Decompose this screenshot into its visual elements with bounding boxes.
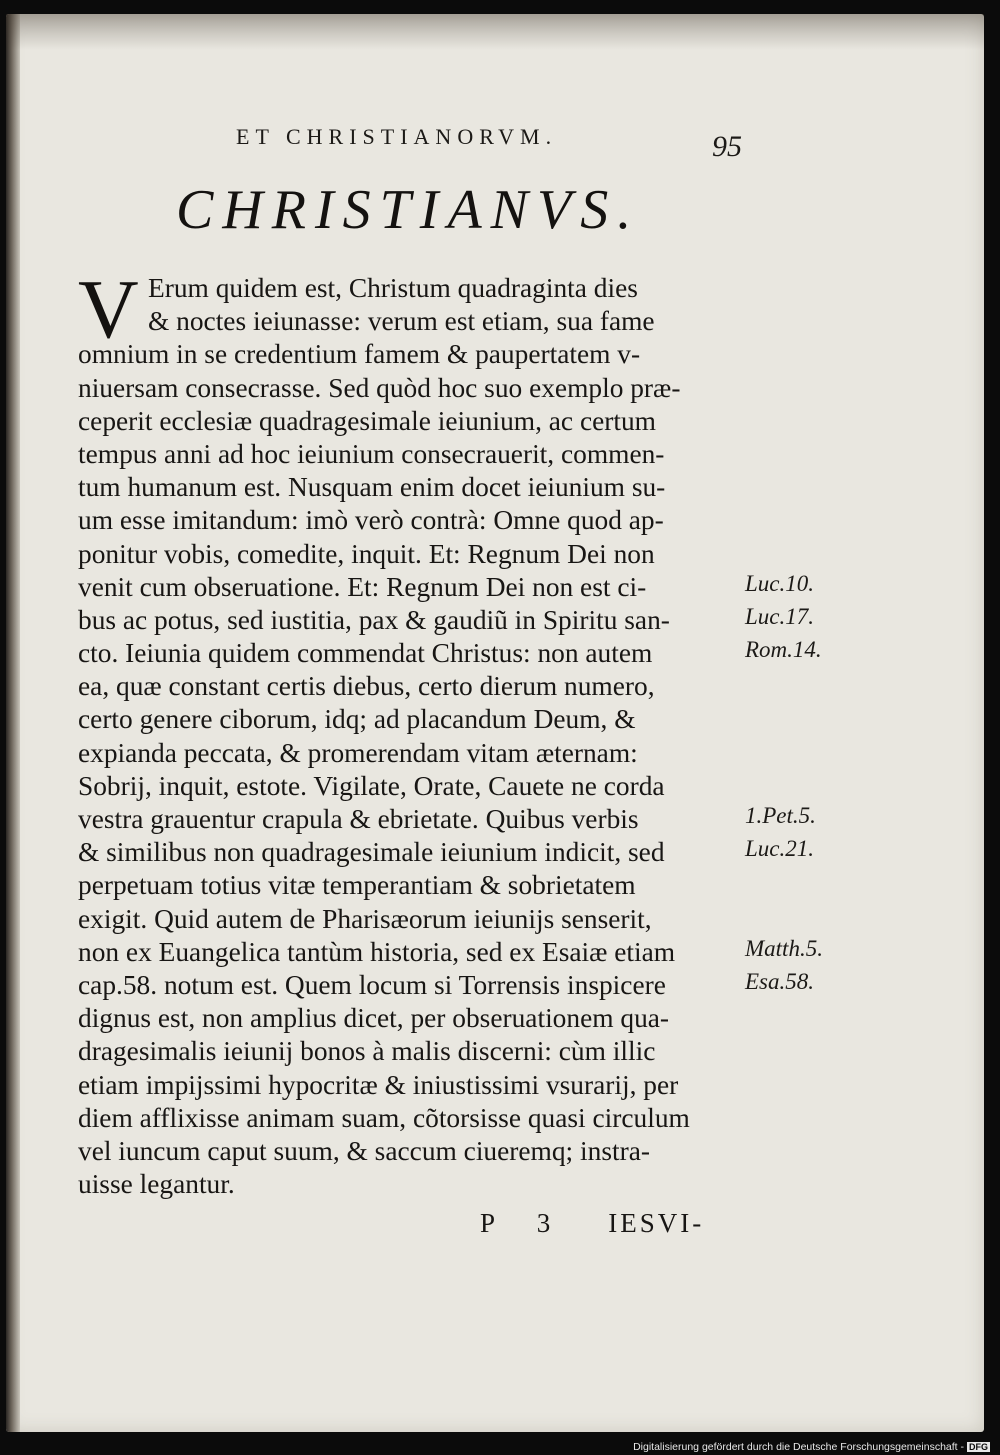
text-line: Sobrij, inquit, estote. Vigilate, Orate, Cauete ne corda — [78, 770, 665, 801]
text-line: um esse imitandum: imò verò contrà: Omne quod ap- — [78, 505, 664, 536]
text-line: cto. Ieiunia quidem commendat Christus: non autem — [78, 638, 653, 669]
margin-note: Esa.58. — [745, 969, 814, 995]
margin-note: Luc.10. — [745, 570, 814, 596]
text-line: uisse legantur. — [78, 1169, 235, 1200]
text-line: perpetuam totius vitæ temperantiam & sobrietatem — [78, 870, 636, 901]
text-line: tum humanum est. Nusquam enim docet ieiunium su- — [78, 472, 666, 503]
margin-note: Matth.5. — [745, 936, 823, 961]
text-line: certo genere ciborum, idq; ad placandum Deum, & — [78, 704, 636, 735]
text-line: & similibus non quadragesimale ieiunium indicit, sed — [78, 837, 665, 868]
margin-note: Luc.17. — [745, 604, 814, 629]
text-line: vestra grauentur crapula & ebrietate. Quibus verbis — [78, 804, 639, 834]
credit-text: Digitalisierung gefördert durch die Deutsche Forschungsgemeinschaft - — [633, 1441, 964, 1453]
text-line: ceperit ecclesiæ quadragesimale ieiunium, ac certum — [78, 405, 656, 436]
text-line: Erum quidem est, Christum quadraginta dies — [148, 273, 638, 303]
running-head: ET CHRISTIANORVM. — [236, 124, 558, 149]
text-line: diem afflixisse animam suam, cõtorsisse quasi circulum — [78, 1102, 690, 1133]
page-shadow — [6, 14, 984, 50]
margin-note: 1.Pet.5. — [745, 803, 816, 829]
text-line: non ex Euangelica tantùm historia, sed ex Esaiæ etiam — [78, 936, 676, 967]
dfg-logo: DFG — [969, 1442, 988, 1452]
text-line: ponitur vobis, comedite, inquit. Et: Regnum Dei non — [78, 538, 655, 569]
text-line: bus ac potus, sed iustitia, pax & gaudiũ in Spiritu san- — [78, 604, 670, 635]
body-text — [78, 272, 768, 1201]
drop-cap: V — [78, 263, 139, 356]
digitization-credit — [633, 1441, 990, 1453]
text-line: etiam impijssimi hypocritæ & iniustissimi vsurarij, per — [78, 1069, 679, 1100]
text-line: vel iuncum caput suum, & saccum ciueremq; instra- — [78, 1135, 650, 1166]
text-line: cap.58. notum est. Quem locum si Torrensis inspicere — [78, 969, 666, 1000]
text-line: dragesimalis ieiunij bonos à malis discerni: cùm illic — [78, 1036, 656, 1067]
signature-mark: P 3 — [480, 1208, 569, 1238]
page-number: 95 — [712, 130, 742, 163]
text-line: exigit. Quid autem de Pharisæorum ieiunijs senserit, — [78, 903, 652, 934]
catchword: IESVI- — [608, 1208, 705, 1238]
margin-note: Rom.14. — [745, 637, 822, 663]
book-spine — [6, 14, 20, 1432]
text-line: expianda peccata, & promerendam vitam æternam: — [78, 737, 638, 768]
page-footer — [480, 1208, 704, 1239]
section-title: CHRISTIANVS. — [176, 179, 641, 241]
text-line: omnium in se credentium famem & paupertatem v- — [78, 339, 641, 370]
text-line: tempus anni ad hoc ieiunium consecrauerit, commen- — [78, 438, 665, 469]
text-line: dignus est, non amplius dicet, per obseruationem qua- — [78, 1003, 670, 1034]
text-line: ea, quæ constant certis diebus, certo dierum numero, — [78, 671, 655, 702]
text-line: niuersam consecrasse. Sed quòd hoc suo exemplo præ- — [78, 372, 681, 403]
text-line: venit cum obseruatione. Et: Regnum Dei non est ci- — [78, 571, 647, 602]
margin-note: Luc.21. — [745, 836, 814, 862]
text-line: & noctes ieiunasse: verum est etiam, sua fame — [148, 306, 655, 337]
